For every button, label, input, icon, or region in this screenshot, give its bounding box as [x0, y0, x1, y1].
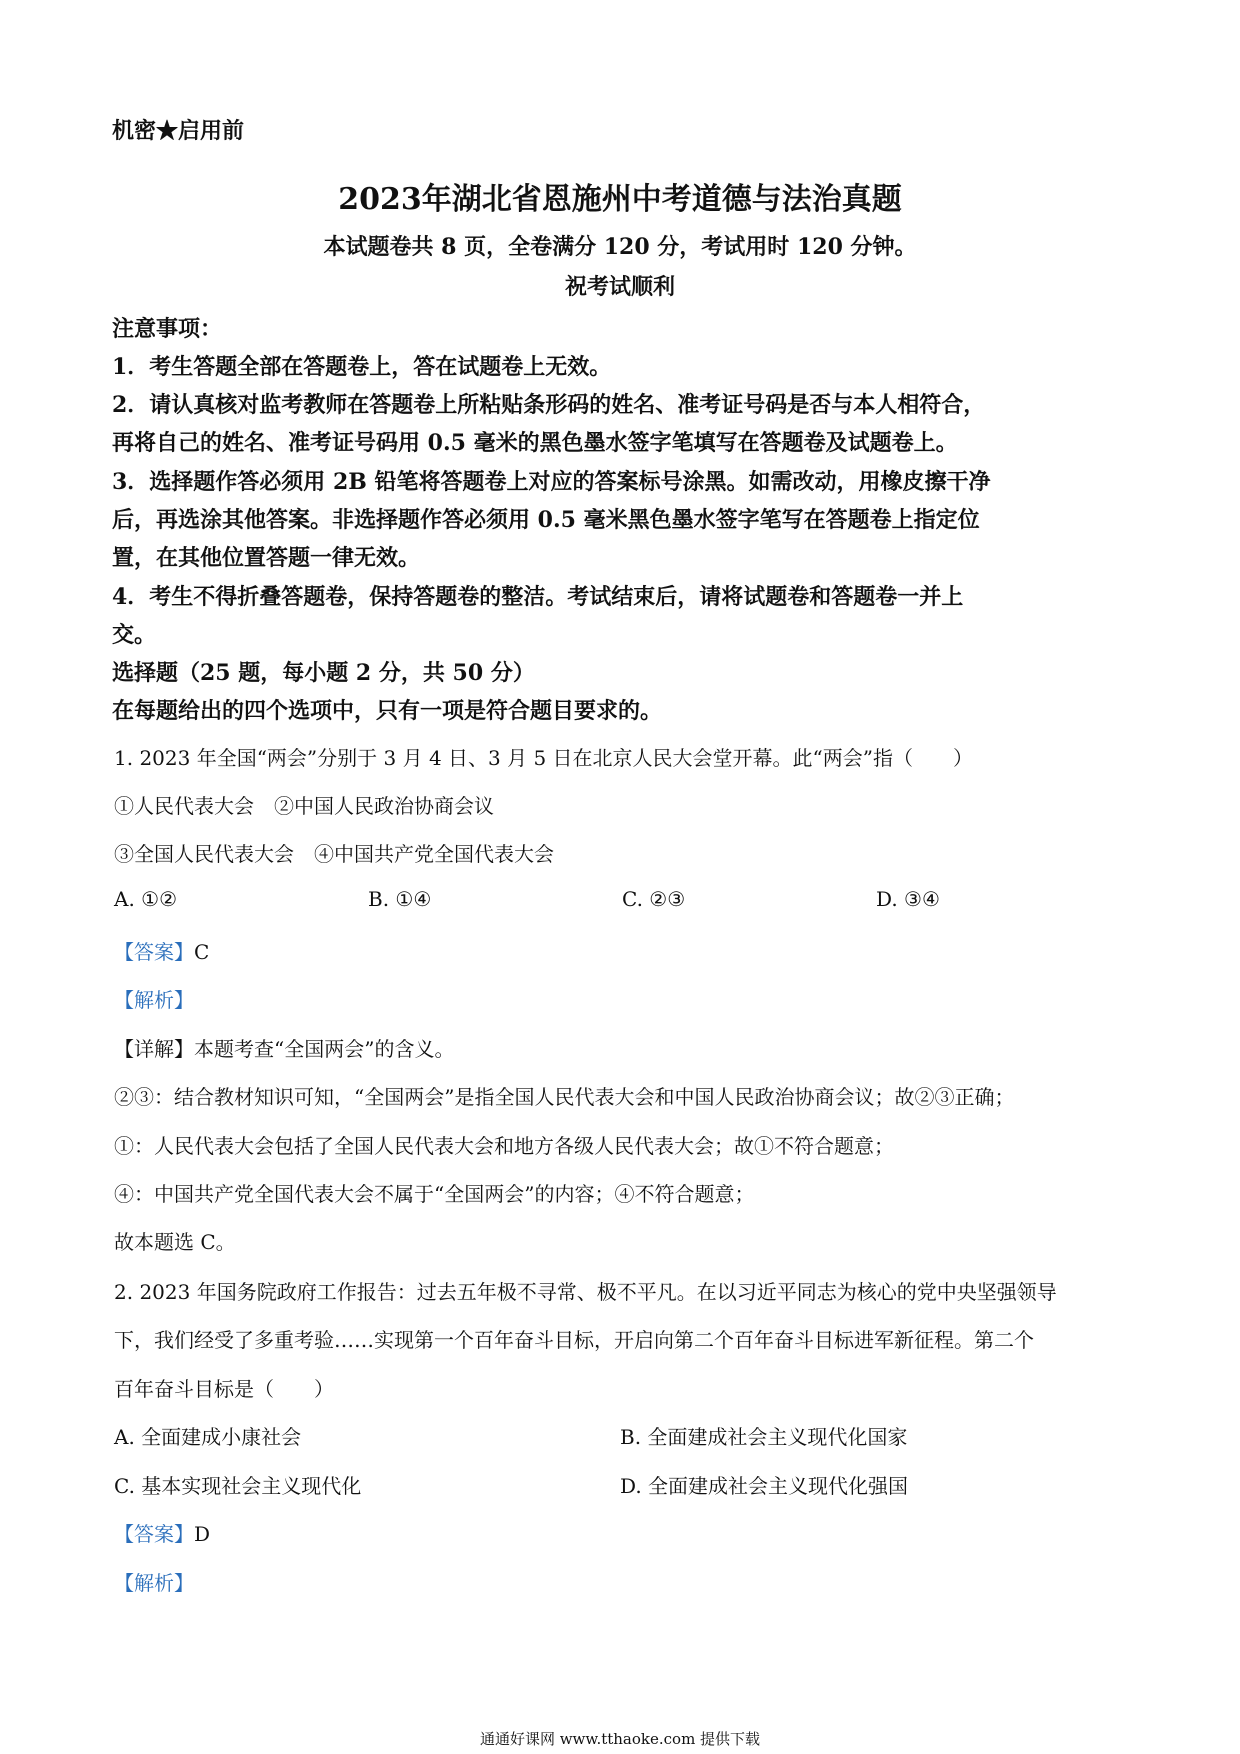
- notice-line: 后，再选涂其他答案。非选择题作答必须用 0.5 毫米黑色墨水签字笔写在答题卷上指定位: [112, 507, 980, 533]
- q1-analysis-tag: 【解析】: [114, 988, 194, 1012]
- notice-line: 交。: [112, 622, 157, 648]
- q1-detail: 故本题选 C。: [114, 1230, 236, 1254]
- q2-option-c: C. 基本实现社会主义现代化: [114, 1474, 362, 1498]
- q2-option-a: A. 全面建成小康社会: [114, 1425, 302, 1449]
- q1-answer: [114, 936, 209, 965]
- q1-detail: ④：中国共产党全国代表大会不属于“全国两会”的内容；④不符合题意；: [114, 1182, 755, 1206]
- notice-line: 置，在其他位置答题一律无效。: [112, 545, 421, 571]
- q2-stem: 2. 2023 年国务院政府工作报告：过去五年极不寻常、极不平凡。在以习近平同志为核心的党中央坚强领导: [114, 1280, 1057, 1304]
- good-luck-line: 祝考试顺利: [564, 274, 675, 300]
- page-title: 2023年湖北省恩施州中考道德与法治真题: [338, 182, 902, 217]
- q1-detail: ①：人民代表大会包括了全国人民代表大会和地方各级人民代表大会；故①不符合题意；: [114, 1134, 894, 1158]
- notice-line: 4．考生不得折叠答题卷，保持答题卷的整洁。考试结束后，请将试题卷和答题卷一并上: [112, 584, 964, 610]
- q1-stem: 1. 2023 年全国“两会”分别于 3 月 4 日、3 月 5 日在北京人民大会堂开幕。此“两会”指（ ）: [114, 746, 973, 770]
- q2-stem: 下，我们经受了多重考验……实现第一个百年奋斗目标，开启向第二个百年奋斗目标进军新征程。第二个: [114, 1328, 1034, 1352]
- footer-watermark: 通通好课网 www.tthaoke.com 提供下载: [479, 1730, 761, 1748]
- section-instruction: 在每题给出的四个选项中，只有一项是符合题目要求的。: [112, 698, 663, 724]
- notice-heading: 注意事项：: [112, 316, 223, 342]
- q2-option-d: D. 全面建成社会主义现代化强国: [620, 1474, 909, 1498]
- notice-line: 再将自己的姓名、准考证号码用 0.5 毫米的黑色墨水签字笔填写在答题卷及试题卷上。: [112, 430, 958, 456]
- confidential-label: 机密★启用前: [112, 118, 245, 144]
- section-title: 选择题（25 题，每小题 2 分，共 50 分）: [112, 660, 535, 686]
- q2-answer: [114, 1518, 210, 1547]
- answer-value: C: [194, 940, 210, 964]
- notice-line: 2．请认真核对监考教师在答题卷上所粘贴条形码的姓名、准考证号码是否与本人相符合，: [112, 392, 986, 418]
- q1-items: ③全国人民代表大会 ④中国共产党全国代表大会: [114, 842, 554, 866]
- exam-info: 本试题卷共 8 页，全卷满分 120 分，考试用时 120 分钟。: [323, 234, 917, 260]
- q1-option-c: C. ②③: [622, 887, 686, 911]
- q2-option-b: B. 全面建成社会主义现代化国家: [620, 1425, 908, 1449]
- q1-items: ①人民代表大会 ②中国人民政治协商会议: [114, 794, 494, 818]
- q1-option-d: D. ③④: [876, 887, 940, 911]
- answer-tag: 【答案】: [114, 1522, 194, 1546]
- q1-detail: ②③：结合教材知识可知，“全国两会”是指全国人民代表大会和中国人民政治协商会议；故②③正确；: [114, 1085, 1015, 1109]
- q2-analysis-tag: 【解析】: [114, 1571, 194, 1595]
- q1-detail: 【详解】本题考查“全国两会”的含义。: [114, 1037, 455, 1061]
- notice-line: 1．考生答题全部在答题卷上，答在试题卷上无效。: [112, 354, 612, 380]
- answer-tag: 【答案】: [114, 940, 194, 964]
- q1-option-b: B. ①④: [368, 887, 432, 911]
- answer-value: D: [194, 1522, 211, 1546]
- q1-option-a: A. ①②: [114, 887, 178, 911]
- q2-stem: 百年奋斗目标是（ ）: [114, 1377, 334, 1401]
- notice-line: 3．选择题作答必须用 2B 铅笔将答题卷上对应的答案标号涂黑。如需改动，用橡皮擦干净: [112, 469, 991, 495]
